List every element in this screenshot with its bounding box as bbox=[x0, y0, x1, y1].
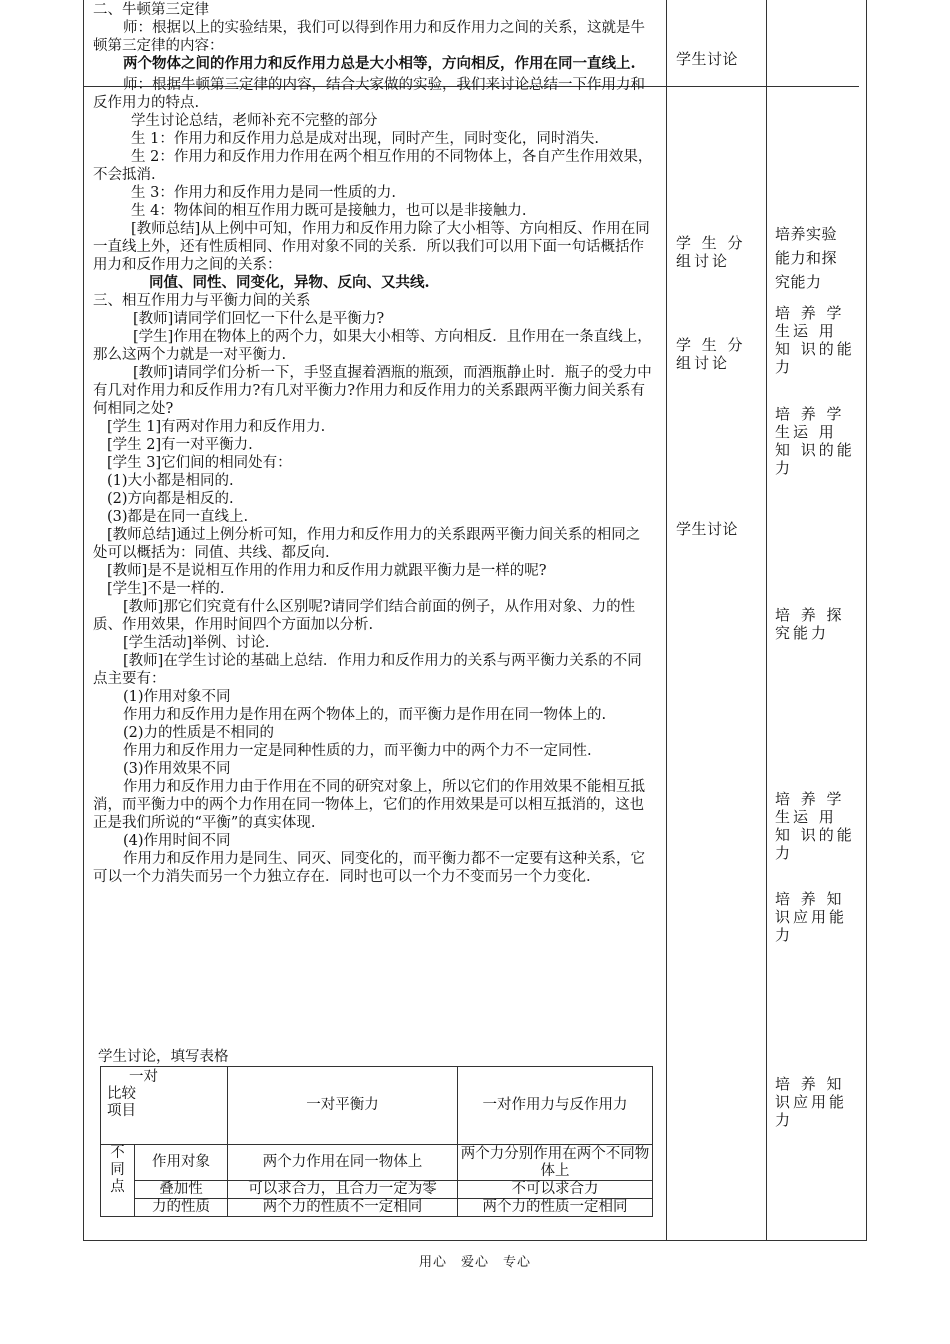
corner-label-2: 比较 bbox=[107, 1086, 136, 1102]
section2-heading: 二、牛顿第三定律 bbox=[93, 2, 209, 18]
comparison-table bbox=[100, 1066, 653, 1217]
activity-note-2: 学 生 分 组讨论 bbox=[676, 234, 746, 270]
frame-bottom-border bbox=[83, 1240, 867, 1241]
difference-1-text: 作用力和反作用力是作用在两个物体上的，而平衡力是作用在同一物体上的. bbox=[123, 707, 607, 723]
difference-4-text: 作用力和反作用力是同生、同灭、同变化的，而平衡力都不一定要有这种关系，它可以一个力消失而另一个力独立存在．同时也可以一个力不变而另一个力变化. bbox=[93, 851, 645, 885]
teacher-summary: [教师总结]从上例中可知，作用力和反作用力除了大小相等、方向相反、作用在同一直线上外，还有性质相同、作用对象不同的关系．所以我们可以用下面一句话概括作用力和反作用力之间的关系： bbox=[93, 221, 650, 273]
table-row-item: 力的性质 bbox=[134, 1199, 227, 1217]
difference-3-text: 作用力和反作用力由于作用在不同的研究对象上，所以它们的作用效果不能相互抵消，而平衡力中的两个力作用在同一物体上，它们的作用效果是可以相互抵消的，这也正是我们所说的“平衡”的真实体现. bbox=[93, 779, 645, 831]
purpose-note-3: 培 养 学 生运 用 知 识的能力 bbox=[775, 405, 855, 477]
discussion-summary-note: 学生讨论总结，老师补充不完整的部分 bbox=[131, 113, 378, 129]
page-footer: 用心 爱心 专心 bbox=[418, 1255, 531, 1270]
activity-note-4: 学生讨论 bbox=[676, 520, 739, 538]
activity-note-3: 学 生 分 组讨论 bbox=[676, 336, 746, 372]
discussion-intro: 师：根据牛顿第三定律的内容，结合大家做的实验，我们来讨论总结一下作用力和反作用力的特点. bbox=[93, 77, 645, 111]
difference-2-text: 作用力和反作用力一定是同种性质的力，而平衡力中的两个力不一定同性. bbox=[123, 743, 592, 759]
purpose-note-6: 培 养 知 识应用能力 bbox=[775, 890, 848, 944]
activity-note-1: 学生讨论 bbox=[676, 50, 739, 68]
purpose-note-4: 培 养 探 究能力 bbox=[775, 606, 845, 642]
same-point-1: (1)大小都是相同的. bbox=[107, 473, 234, 489]
table-cell: 两个力分别作用在两个不同物体上 bbox=[458, 1145, 653, 1181]
table-cell: 两个力的性质一定相同 bbox=[458, 1199, 653, 1217]
difference-1-title: (1)作用对象不同 bbox=[123, 689, 231, 705]
same-point-3: (3)都是在同一直线上. bbox=[107, 509, 249, 525]
frame-divider-2 bbox=[766, 0, 767, 1240]
student-4-answer: 生 4：物体间的相互作用力既可是接触力，也可以是非接触力. bbox=[131, 203, 527, 219]
header-balanced-forces: 一对平衡力 bbox=[228, 1067, 458, 1145]
table-cell: 两个力作用在同一物体上 bbox=[228, 1145, 458, 1181]
student-3-reply: [学生 3]它们间的相同处有： bbox=[107, 455, 292, 471]
student-1-answer: 生 1：作用力和反作用力总是成对出现，同时产生，同时变化，同时消失. bbox=[131, 131, 599, 147]
purpose-note-1: 培养实验 能力和探 究能力 bbox=[775, 225, 838, 291]
difference-group-label: 不 同 点 bbox=[101, 1145, 135, 1217]
frame-right-border bbox=[866, 0, 867, 1240]
same-point-2: (2)方向都是相反的. bbox=[107, 491, 234, 507]
teacher-question-1: [教师]请同学们回忆一下什么是平衡力? bbox=[133, 311, 385, 327]
student-3-answer: 生 3：作用力和反作用力是同一性质的力. bbox=[131, 185, 396, 201]
frame-left-border bbox=[83, 0, 84, 1240]
student-1-reply: [学生 1]有两对作用力和反作用力. bbox=[107, 419, 326, 435]
difference-3-title: (3)作用效果不同 bbox=[123, 761, 231, 777]
difference-4-title: (4)作用时间不同 bbox=[123, 833, 231, 849]
table-corner-cell bbox=[101, 1067, 228, 1145]
corner-label-1: 一对 bbox=[129, 1069, 158, 1085]
frame-divider-1 bbox=[666, 0, 667, 1240]
purpose-note-5: 培 养 学 生运 用 知 识的能力 bbox=[775, 790, 855, 862]
newton-third-law: 两个物体之间的作用力和反作用力总是大小相等，方向相反，作用在同一直线上. bbox=[123, 55, 636, 72]
teacher-question-3: [教师]是不是说相互作用的作用力和反作用力就跟平衡力是一样的呢? bbox=[107, 563, 547, 579]
student-2-reply: [学生 2]有一对平衡力. bbox=[107, 437, 253, 453]
corner-label-3: 项目 bbox=[107, 1103, 136, 1119]
relationship-slogan: 同值、同性、同变化，异物、反向、又共线. bbox=[149, 274, 430, 291]
section3-heading: 三、相互作用力与平衡力间的关系 bbox=[93, 293, 311, 309]
table-cell: 两个力的性质不一定相同 bbox=[228, 1199, 458, 1217]
purpose-note-7: 培 养 知 识应用能力 bbox=[775, 1075, 848, 1129]
table-cell: 可以求合力，且合力一定为零 bbox=[228, 1181, 458, 1199]
student-answer-3: [学生]不是一样的. bbox=[107, 581, 225, 597]
header-action-reaction: 一对作用力与反作用力 bbox=[458, 1067, 653, 1145]
table-row-item: 叠加性 bbox=[134, 1181, 227, 1199]
teacher-question-2: [教师]请同学们分析一下，手竖直握着酒瓶的瓶颈，而酒瓶静止时．瓶子的受力中有几对作用力和反作用力?有几对平衡力?作用力和反作用力的关系跟两平衡力间关系有何相同之处? bbox=[93, 365, 652, 417]
section2-intro: 师：根据以上的实验结果，我们可以得到作用力和反作用力之间的关系，这就是牛顿第三定律的内容： bbox=[93, 20, 645, 54]
student-activity: [学生活动]举例、讨论. bbox=[123, 635, 270, 651]
teacher-question-4: [教师]那它们究竟有什么区别呢?请同学们结合前面的例子，从作用对象、力的性质、作用效果，作用时间四个方面加以分析. bbox=[93, 599, 636, 633]
difference-2-title: (2)力的性质是不相同的 bbox=[123, 725, 275, 741]
teacher-summary-2: [教师总结]通过上例分析可知，作用力和反作用力的关系跟两平衡力间关系的相同之处可以概括为：同值、共线、都反向. bbox=[93, 527, 641, 561]
teacher-summary-3: [教师]在学生讨论的基础上总结．作用力和反作用力的关系与两平衡力关系的不同点主要有： bbox=[93, 653, 642, 687]
table-cell: 不可以求合力 bbox=[458, 1181, 653, 1199]
lesson-content bbox=[93, 0, 653, 886]
student-2-answer: 生 2：作用力和反作用力作用在两个相互作用的不同物体上，各自产生作用效果，不会抵消. bbox=[93, 149, 653, 183]
table-caption: 学生讨论，填写表格 bbox=[98, 1049, 229, 1065]
purpose-note-2: 培 养 学 生运 用 知 识的能力 bbox=[775, 304, 855, 376]
table-row-item: 作用对象 bbox=[134, 1145, 227, 1181]
student-answer-1: [学生]作用在物体上的两个力，如果大小相等、方向相反．且作用在一条直线上，那么这两个力就是一对平衡力. bbox=[93, 329, 652, 363]
